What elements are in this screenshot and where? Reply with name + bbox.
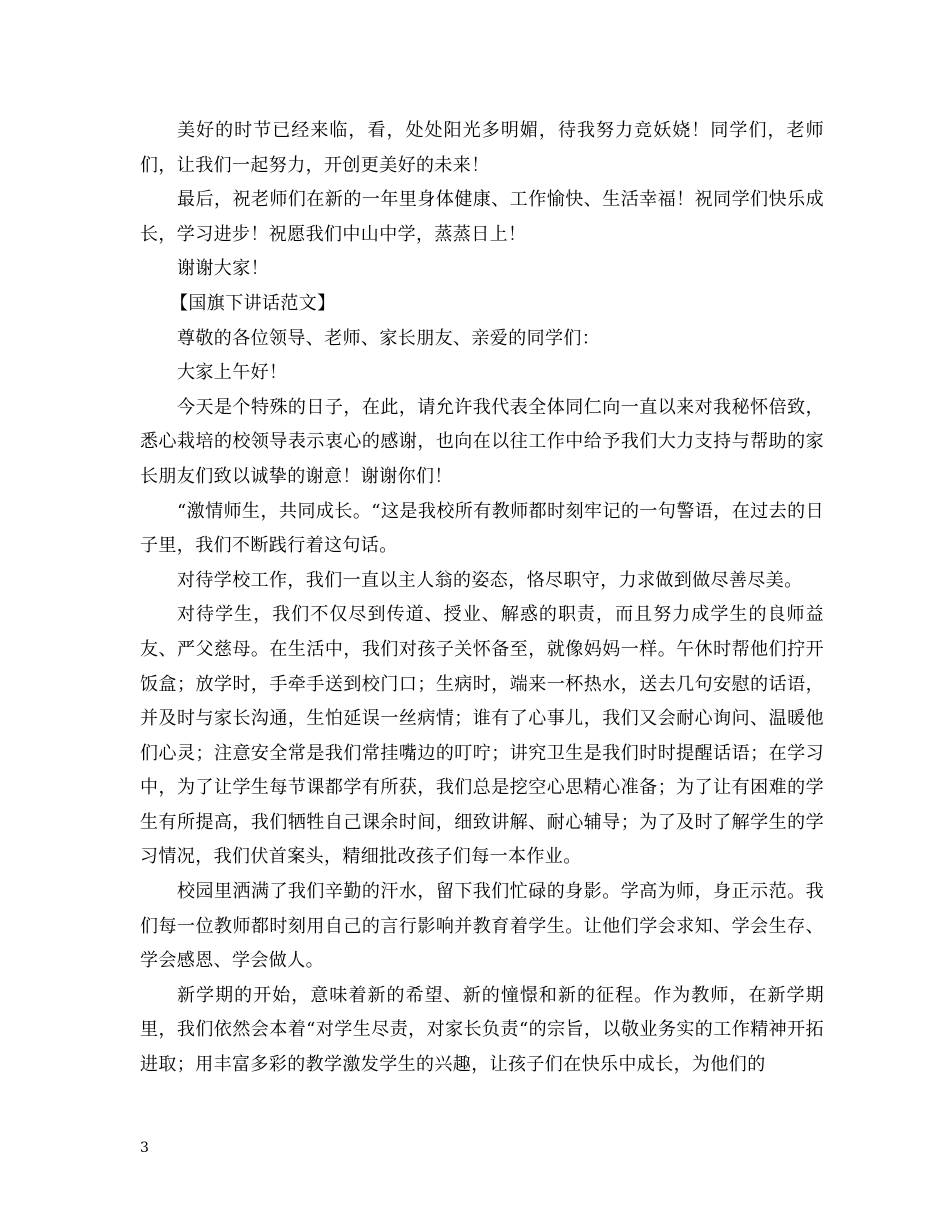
paragraph-salutation: 尊敬的各位领导、老师、家长朋友、亲爱的同学们： <box>177 327 601 349</box>
paragraph-special-day: 今天是个特殊的日子，在此，请允许我代表全体同仁向一直以来对我秘怀倍致，悉心栽培的校领导表示衷心的感谢，也向在以往工作中给予我们大力支持与帮助的家长朋友们致以诚挚的谢意！谢谢你们！ <box>140 396 824 487</box>
paragraph-greeting: 大家上午好！ <box>177 362 288 384</box>
paragraph-motto: “激情师生，共同成长。“这是我校所有教师都时刻牢记的一句警语，在过去的日子里，我们不断践行着这句话。 <box>140 500 824 557</box>
document-body <box>140 114 824 1083</box>
paragraph-blessing: 最后，祝老师们在新的一年里身体健康、工作愉快、生活幸福！祝同学们快乐成长，学习进步！祝愿我们中山中学，蒸蒸日上！ <box>140 189 824 245</box>
paragraph-campus: 校园里洒满了我们辛勤的汗水，留下我们忙碌的身影。学高为师，身正示范。我们每一位教师都时刻用自己的言行影响并教育着学生。让他们学会求知、学会生存、学会感恩、学会做人。 <box>140 881 824 972</box>
page-number: 3 <box>140 1140 149 1156</box>
paragraph-students: 对待学生，我们不仅尽到传道、授业、解惑的职责，而且努力成学生的良师益友、严父慈母。在生活中，我们对孩子关怀备至，就像妈妈一样。午休时帮他们拧开饭盒；放学时，手牵手送到校门口；生病时，端来一杯热水，送去几句安慰的话语，并及时与家长沟通，生怕延误一丝病情；谁有了心事儿，我们又会耐心询问、温暖他们心灵；注意安全常是我们常挂嘴边的叮咛；讲究卫生是我们时时提醒话语；在学习中，为了让学生每节课都学有所获，我们总是挖空心思精心准备；为了让有困难的学生有所提高，我们牺牲自己课余时间，细致讲解、耐心辅导；为了及时了解学生的学习情况，我们伏首案头，精细批改孩子们每一本作业。 <box>140 604 824 868</box>
paragraph-thanks: 谢谢大家！ <box>177 258 269 280</box>
paragraph-new-semester: 新学期的开始，意味着新的希望、新的憧憬和新的征程。作为教师，在新学期里，我们依然会本着“对学生尽责，对家长负责“的宗旨，以敬业务实的工作精神开拓进取；用丰富多彩的教学激发学生的兴趣，让孩子们在快乐中成长，为他们的 <box>140 984 824 1076</box>
paragraph-closing-wish: 美好的时节已经来临，看，处处阳光多明媚，待我努力竞妖娆！同学们，老师们，让我们一起努力，开创更美好的未来！ <box>140 120 824 176</box>
paragraph-school-work: 对待学校工作，我们一直以主人翁的姿态，恪尽职守，力求做到做尽善尽美。 <box>177 569 803 591</box>
section-heading: 【国旗下讲话范文】 <box>170 292 336 314</box>
